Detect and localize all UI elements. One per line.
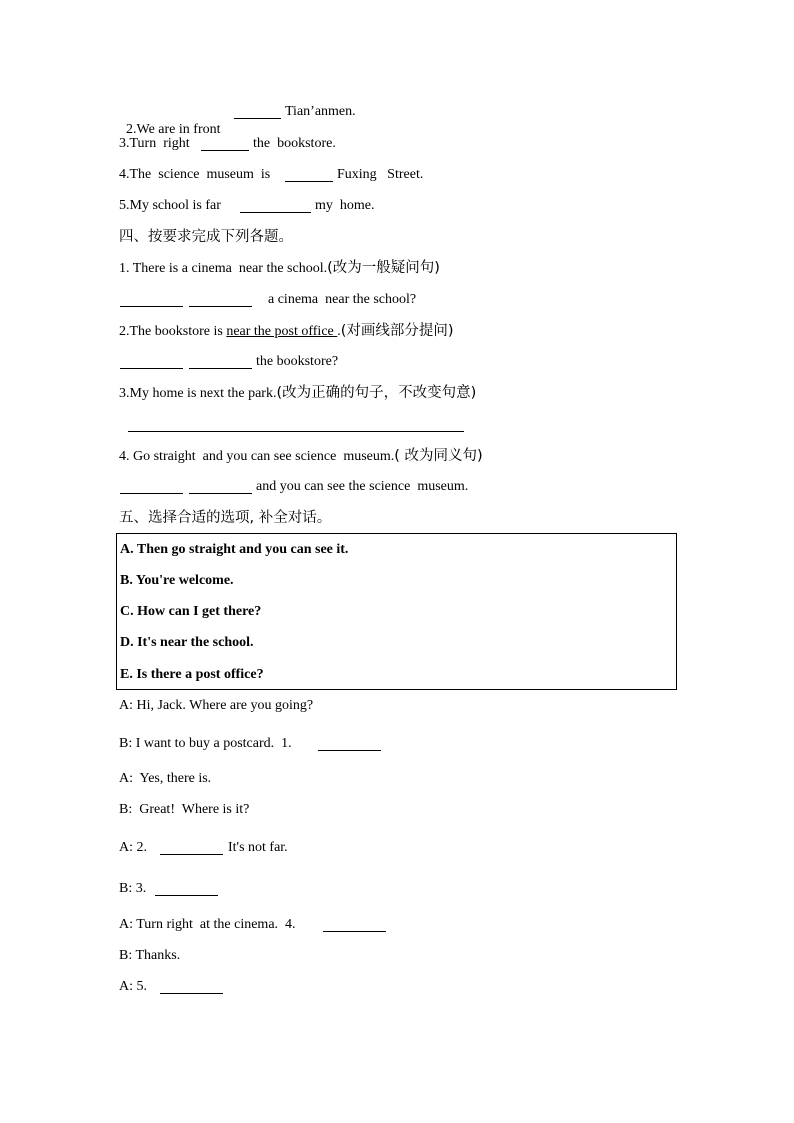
dialogue-line-5: A: 2. [119,840,147,855]
s4-q1-answer-tail: a cinema near the school? [268,292,417,307]
section5-heading: 五、选择合适的选项, 补全对话。 [119,510,332,526]
blank-3[interactable] [155,895,218,896]
dialogue-line-1: A: Hi, Jack. Where are you going? [119,698,314,713]
blank-line[interactable] [189,368,252,369]
s3-q4-post: Fuxing Street. [337,167,424,182]
s3-q4: 4.The science museum is [119,167,271,182]
s3-q5: 5.My school is far [119,198,221,213]
s4-q4-instruction: ( 改为同义句) [394,448,483,464]
dialogue-line-5-tail: It's not far. [228,840,288,855]
dialogue-line-9: A: 5. [119,979,147,994]
s4-q1 [119,259,440,278]
s3-q2-text: 2.We are in front [126,122,221,137]
dialogue-line-4: B: Great! Where is it? [119,802,250,817]
s3-q3: 3.Turn right [119,136,190,151]
s4-q2-pre: 2.The bookstore is [119,324,223,339]
s4-q4-answer-tail: and you can see the science museum. [256,479,469,494]
blank-line[interactable] [189,493,252,494]
s4-q2-answer-tail: the bookstore? [256,354,339,369]
blank-line[interactable] [120,306,183,307]
dialogue-line-6: B: 3. [119,881,147,896]
blank-line[interactable] [240,212,311,213]
blank-line[interactable] [201,150,249,151]
s3-q2 [119,103,221,139]
blank-1[interactable] [318,750,381,751]
blank-5[interactable] [160,993,223,994]
s4-q3 [119,384,476,403]
answer-line[interactable] [128,431,464,432]
option-b: B. You're welcome. [120,573,234,588]
dialogue-line-3: A: Yes, there is. [119,771,212,786]
dialogue-line-2: B: I want to buy a postcard. 1. [119,736,292,751]
s4-q2-instruction: (对画线部分提问) [340,323,454,339]
option-a: A. Then go straight and you can see it. [120,542,349,557]
blank-2[interactable] [160,854,223,855]
s3-q3-post: the bookstore. [253,136,336,151]
s4-q3-instruction: (改为正确的句子，不改变句意) [276,385,477,401]
s4-q1-instruction: (改为一般疑问句) [327,260,440,276]
option-c: C. How can I get there? [120,604,262,619]
s4-q4-sentence: 4. Go straight and you can see science museum. [119,449,395,464]
s3-q2-post: Tian’anmen. [285,104,356,119]
s4-q2 [119,322,454,341]
blank-line[interactable] [234,118,281,119]
blank-line[interactable] [189,306,252,307]
blank-line[interactable] [120,368,183,369]
blank-line[interactable] [120,493,183,494]
section4-heading: 四、按要求完成下列各题。 [119,229,293,245]
option-e: E. Is there a post office? [120,667,264,682]
options-box [116,533,677,690]
option-d: D. It's near the school. [120,635,254,650]
blank-4[interactable] [323,931,386,932]
s4-q4 [119,447,483,466]
s4-q3-sentence: 3.My home is next the park. [119,386,277,401]
s3-q5-post: my home. [315,198,375,213]
s4-q2-post: . [337,324,341,339]
s4-q1-sentence: 1. There is a cinema near the school. [119,261,328,276]
blank-line[interactable] [285,181,333,182]
dialogue-line-8: B: Thanks. [119,948,181,963]
dialogue-line-7: A: Turn right at the cinema. 4. [119,917,296,932]
s4-q2-underlined: near the post office [226,324,334,339]
